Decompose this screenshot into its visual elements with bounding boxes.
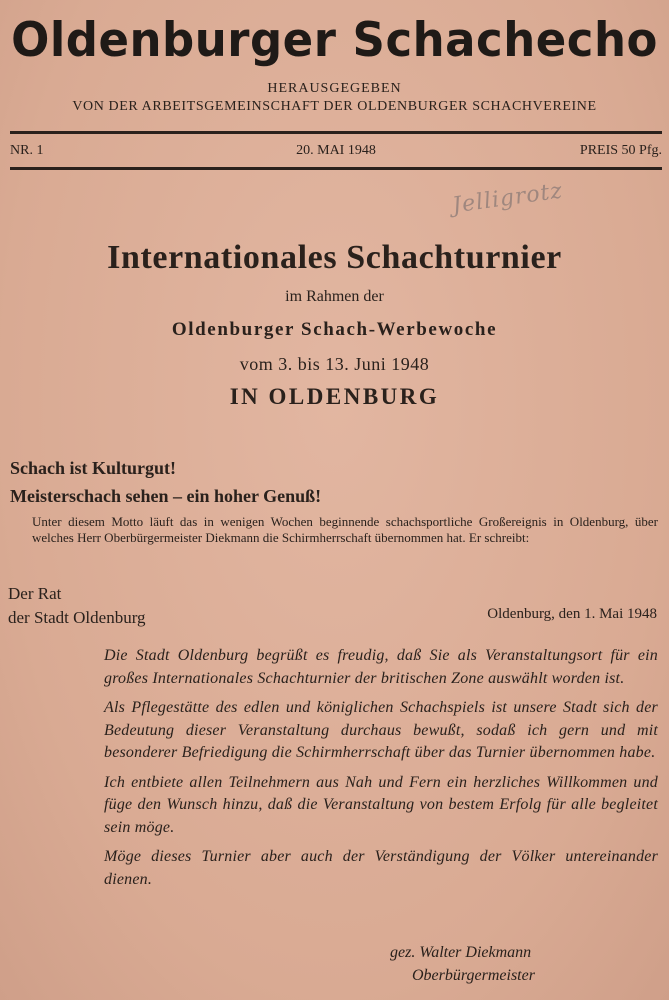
issue-date: 20. MAI 1948 [296,143,376,158]
headline-title: Internationales Schachturnier [107,239,562,276]
slogan-line-1: Schach ist Kulturgut! [10,458,177,478]
letter-paragraph: Als Pflegestätte des edlen und königlichen Schachspiels ist unsere Stadt sich der Bedeutung dieser Veranstaltung durchaus bewußt, sodaß ich gern und mit besonderer Befriedigung die Schirmherrschaft über das Turnier übernommen habe. [104,699,658,761]
handwritten-note: Jelligrotz [450,178,565,219]
letter-paragraph: Ich entbiete allen Teilnehmern aus Nah und Fern ein herzliches Willkommen und füge den Wunsch hinzu, daß die Veranstaltung von bestem Erfolg für alle begleitet sein möge. [104,773,658,836]
intro-paragraph: Unter diesem Motto läuft das in wenigen Wochen beginnende schachsportliche Großereignis in Oldenburg, über welches Herr Oberbürgermeister Diekmann die Schirmherrschaft übernommen hat. Er schreibt: [32,514,658,545]
letter-place-date: Oldenburg, den 1. Mai 1948 [487,606,657,622]
headline-line-1: im Rahmen der [285,288,384,305]
headline-line-2: Oldenburger Schach-Werbewoche [171,319,498,340]
masthead-title: Oldenburger Schachecho [11,11,658,68]
signature-name: gez. Walter Diekmann [390,944,532,961]
issue-number: NR. 1 [10,143,44,158]
issue-price: PREIS 50 Pfg. [579,143,662,158]
issue-bar [10,140,662,162]
letter-paragraph: Die Stadt Oldenburg begrüßt es freudig, daß Sie als Veranstaltungsort für ein großes Internationales Schachturnier der britischen Zone auswählt worden ist. [104,647,658,687]
letter-body [104,645,658,898]
masthead-rule-top [10,131,662,134]
letter-paragraph: Möge dieses Turnier aber auch der Verständigung der Völker untereinander dienen. [104,848,658,888]
slogan-line-2: Meisterschach sehen – ein hoher Genuß! [10,486,322,506]
headline-line-3: vom 3. bis 13. Juni 1948 [239,354,430,374]
letter-sender [8,582,146,630]
signature-title: Oberbürgermeister [412,967,535,984]
publisher-line-2: VON DER ARBEITSGEMEINSCHAFT DER OLDENBURGER SCHACHVEREINE [72,99,597,114]
masthead-rule-bottom [10,167,662,170]
sender-line-2: der Stadt Oldenburg [8,608,146,627]
headline-line-4: IN OLDENBURG [229,384,440,409]
sender-line-1: Der Rat [8,584,62,603]
publisher-line-1: HERAUSGEGEBEN [267,81,402,96]
